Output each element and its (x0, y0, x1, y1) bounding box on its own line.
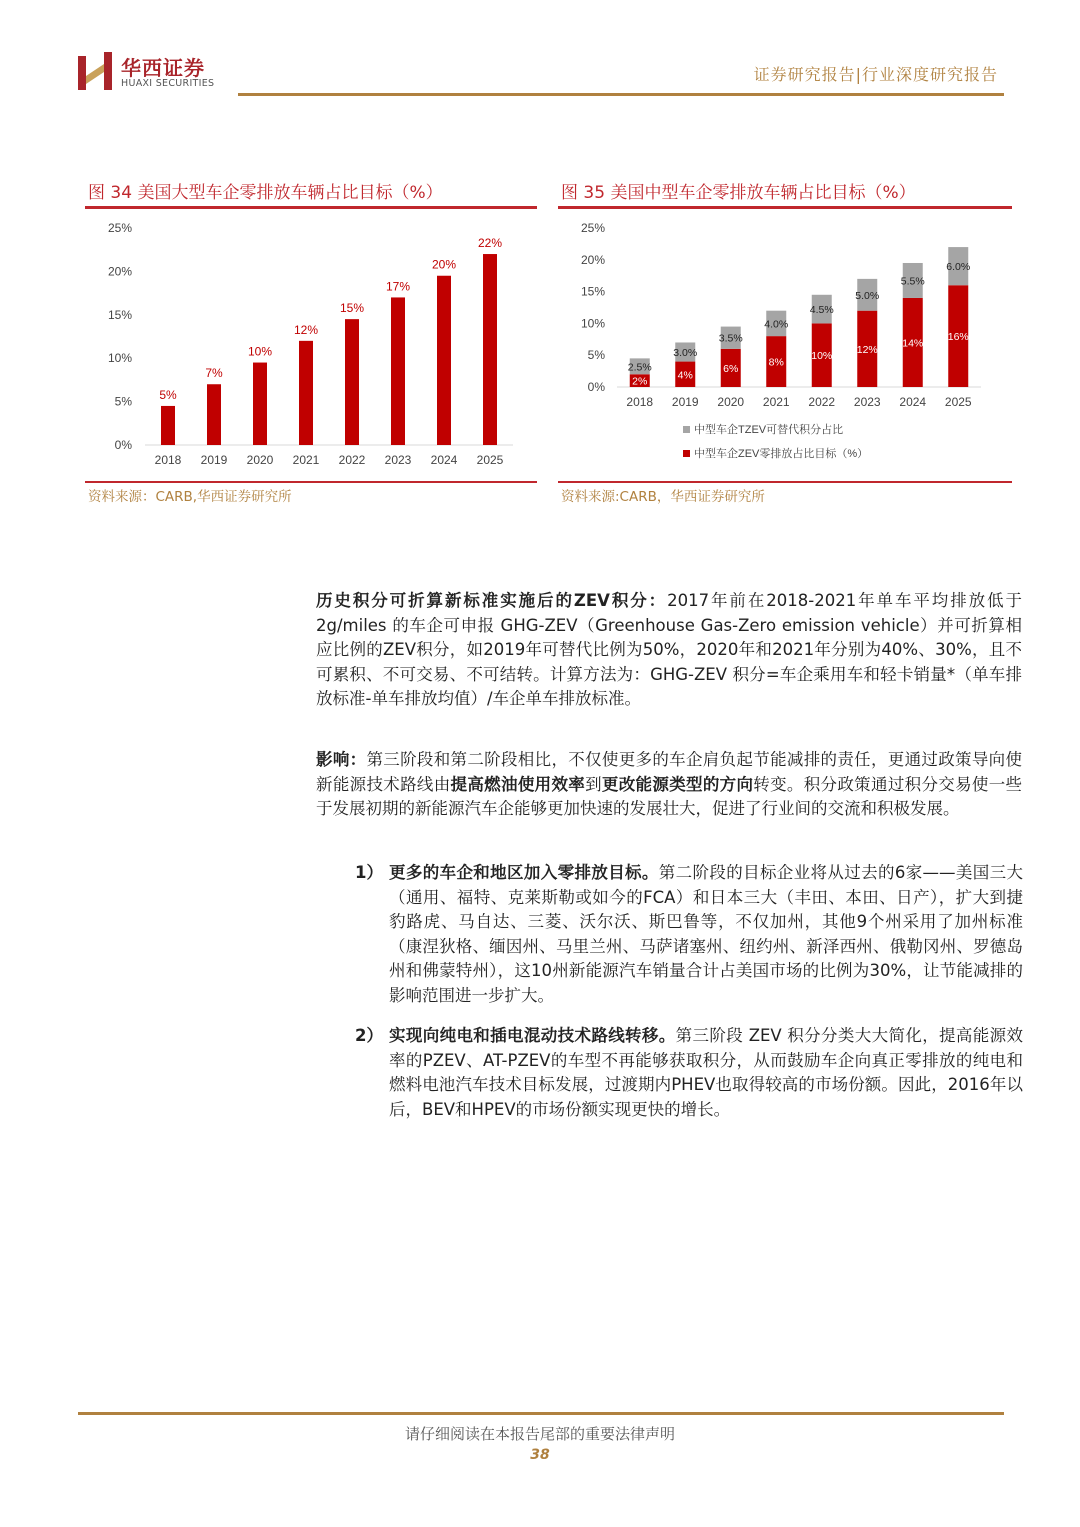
y-tick-label: 5% (587, 348, 605, 363)
paragraph-impact (316, 748, 1022, 822)
x-tick-label: 2021 (292, 453, 320, 467)
logo-cn-text: 华西证券 (121, 56, 205, 80)
paragraph-history-credits-lead: 历史积分可折算新标准实施后的ZEV积分： (316, 591, 668, 610)
data-label: 7% (205, 366, 223, 381)
y-tick-label: 5% (114, 394, 132, 409)
data-label-zev: 12% (856, 343, 878, 356)
figure34-title: 图 34 美国大型车企零排放车辆占比目标（%） (88, 183, 443, 203)
x-tick-label: 2019 (200, 453, 228, 467)
x-tick-label: 2020 (246, 453, 274, 467)
bar (161, 406, 175, 445)
list-item-2 (355, 1024, 1023, 1122)
paragraph-impact-bold-d: 更改能源类型的方向 (601, 774, 754, 794)
paragraph-history-credits-text: 2017年前在2018-2021年单车平均排放低于 2g/miles 的车企可申报 GHG-ZEV（Greenhouse Gas-Zero emission vehicle）并可折算相应比例的ZEV积分，如2019年可替代比例为50%，2020年和2021年分别为40%、30%，且不可累积、不可交易、不可结转。计算方法为：GHG-ZEV 积分=车企乘用车和轻卡销量*（单车排放标准-单车排放均值）/车企单车排放标准。 (316, 591, 1022, 708)
bar (483, 254, 497, 445)
x-tick-label: 2020 (717, 395, 745, 409)
data-label-zev: 10% (811, 350, 833, 363)
footer-divider (78, 1412, 1004, 1415)
paragraph-impact-text-a: 第三阶段和第二阶段相比，不仅使更多的车企肩负起节能减排的责任，更通过政策导向使新能源技术路线由 (316, 750, 1023, 794)
page-header (0, 0, 1080, 100)
legend-swatch (683, 450, 690, 457)
data-label-zev: 4% (677, 369, 693, 382)
paragraph-history-credits (316, 589, 1022, 712)
data-label: 5% (159, 387, 177, 402)
paragraph-impact-bold-b: 提高燃油使用效率 (450, 774, 586, 794)
x-tick-label: 2019 (671, 395, 699, 409)
bar (299, 341, 313, 445)
x-tick-label: 2022 (808, 395, 836, 409)
legend-label: 中型车企TZEV可替代积分占比 (694, 424, 844, 436)
data-label: 20% (431, 257, 457, 272)
data-label: 10% (247, 344, 273, 359)
y-tick-label: 0% (114, 438, 132, 452)
legend-label: 中型车企ZEV零排放占比目标（%） (694, 448, 869, 460)
data-label-zev: 16% (947, 331, 969, 344)
list-item-2-number: 2） (355, 1026, 383, 1045)
list-item-2-lead: 实现向纯电和插电混动技术路线转移。 (389, 1026, 676, 1045)
bar (345, 319, 359, 445)
data-label-zev: 8% (768, 356, 784, 369)
data-label-tzev: 4.5% (809, 304, 834, 317)
y-tick-label: 15% (580, 284, 605, 299)
list-item-1-number: 1） (355, 863, 383, 882)
x-tick-label: 2023 (853, 395, 881, 409)
figure35-chart (558, 212, 1012, 480)
data-label: 22% (477, 236, 503, 251)
header-divider (238, 93, 1004, 96)
x-tick-label: 2018 (626, 395, 654, 409)
paragraph-impact-text-e: 转变。积分政策通过积分交易使一些于发展初期的新能源汽车企能够更加快速的发展壮大，促进了行业间的交流和积极发展。 (316, 774, 1023, 818)
page-number: 38 (530, 1447, 550, 1463)
data-label-tzev: 4.0% (764, 318, 789, 331)
footer-disclaimer: 请仔细阅读在本报告尾部的重要法律声明 (404, 1425, 675, 1443)
paragraph-impact-lead: 影响： (316, 750, 367, 769)
bar (437, 276, 451, 445)
data-label: 12% (293, 322, 319, 337)
x-tick-label: 2021 (762, 395, 790, 409)
data-label-tzev: 3.5% (718, 332, 743, 345)
logo-en-text: HUAXI SECURITIES (121, 78, 215, 89)
figure34-chart (85, 212, 537, 480)
bar (253, 363, 267, 445)
data-label-tzev: 3.0% (673, 347, 698, 360)
y-tick-label: 0% (587, 380, 605, 394)
data-label-tzev: 6.0% (946, 261, 971, 274)
figure34-source: 资料来源：CARB,华西证券研究所 (88, 489, 292, 505)
bar (391, 297, 405, 445)
bar (207, 384, 221, 445)
data-label-tzev: 5.5% (900, 275, 925, 288)
data-label-zev: 6% (723, 362, 739, 375)
y-tick-label: 15% (107, 307, 132, 322)
y-tick-label: 20% (107, 264, 132, 279)
x-tick-label: 2025 (476, 453, 504, 467)
data-label: 15% (339, 301, 365, 316)
x-tick-label: 2023 (384, 453, 412, 467)
report-type: 证券研究报告|行业深度研究报告 (753, 65, 998, 84)
figure35-top-rule (558, 206, 1012, 209)
figure35-bottom-rule (558, 481, 1012, 483)
data-label-tzev: 5.0% (855, 289, 880, 302)
list-item-1-lead: 更多的车企和地区加入零排放目标。 (389, 863, 659, 882)
x-tick-label: 2024 (430, 453, 458, 467)
y-tick-label: 25% (107, 221, 132, 235)
figure34-top-rule (85, 206, 537, 209)
data-label-zev: 14% (902, 337, 924, 350)
paragraph-impact-text-c: 到 (585, 774, 602, 794)
figure35-source: 资料来源:CARB，华西证券研究所 (561, 489, 765, 505)
list-item-1 (355, 861, 1023, 1008)
x-tick-label: 2022 (338, 453, 366, 467)
list-item-2-text: 第三阶段 ZEV 积分分类大大简化，提高能源效率的PZEV、AT-PZEV的车型不再能够获取积分，从而鼓励车企向真正零排放的纯电和燃料电池汽车技术目标发展，过渡期内PHEV也取得较高的市场份额。因此，2016年以后，BEV和HPEV的市场份额实现更快的增长。 (389, 1026, 1023, 1119)
x-tick-label: 2018 (154, 453, 182, 467)
figure35-title: 图 35 美国中型车企零排放车辆占比目标（%） (561, 183, 916, 203)
huaxi-logo-icon (78, 52, 112, 90)
data-label-zev: 2% (632, 375, 648, 388)
y-tick-label: 20% (580, 252, 605, 267)
y-tick-label: 10% (107, 351, 132, 366)
y-tick-label: 10% (580, 316, 605, 331)
x-tick-label: 2025 (944, 395, 972, 409)
data-label: 17% (385, 279, 411, 294)
y-tick-label: 25% (580, 221, 605, 235)
data-label-tzev: 2.5% (627, 361, 652, 374)
figure34-bottom-rule (85, 481, 537, 483)
x-tick-label: 2024 (899, 395, 927, 409)
legend-swatch (683, 426, 690, 433)
list-item-1-text: 第二阶段的目标企业将从过去的6家——美国三大（通用、福特、克莱斯勒或如今的FCA）和日本三大（丰田、本田、日产），扩大到捷豹路虎、马自达、三菱、沃尔沃、斯巴鲁等，不仅加州，其他9个州采用了加州标准（康涅狄格、缅因州、马里兰州、马萨诸塞州、纽约州、新泽西州、俄勒冈州、罗德岛州和佛蒙特州），这10州新能源汽车销量合计占美国市场的比例为30%，让节能减排的影响范围进一步扩大。 (389, 863, 1024, 1005)
